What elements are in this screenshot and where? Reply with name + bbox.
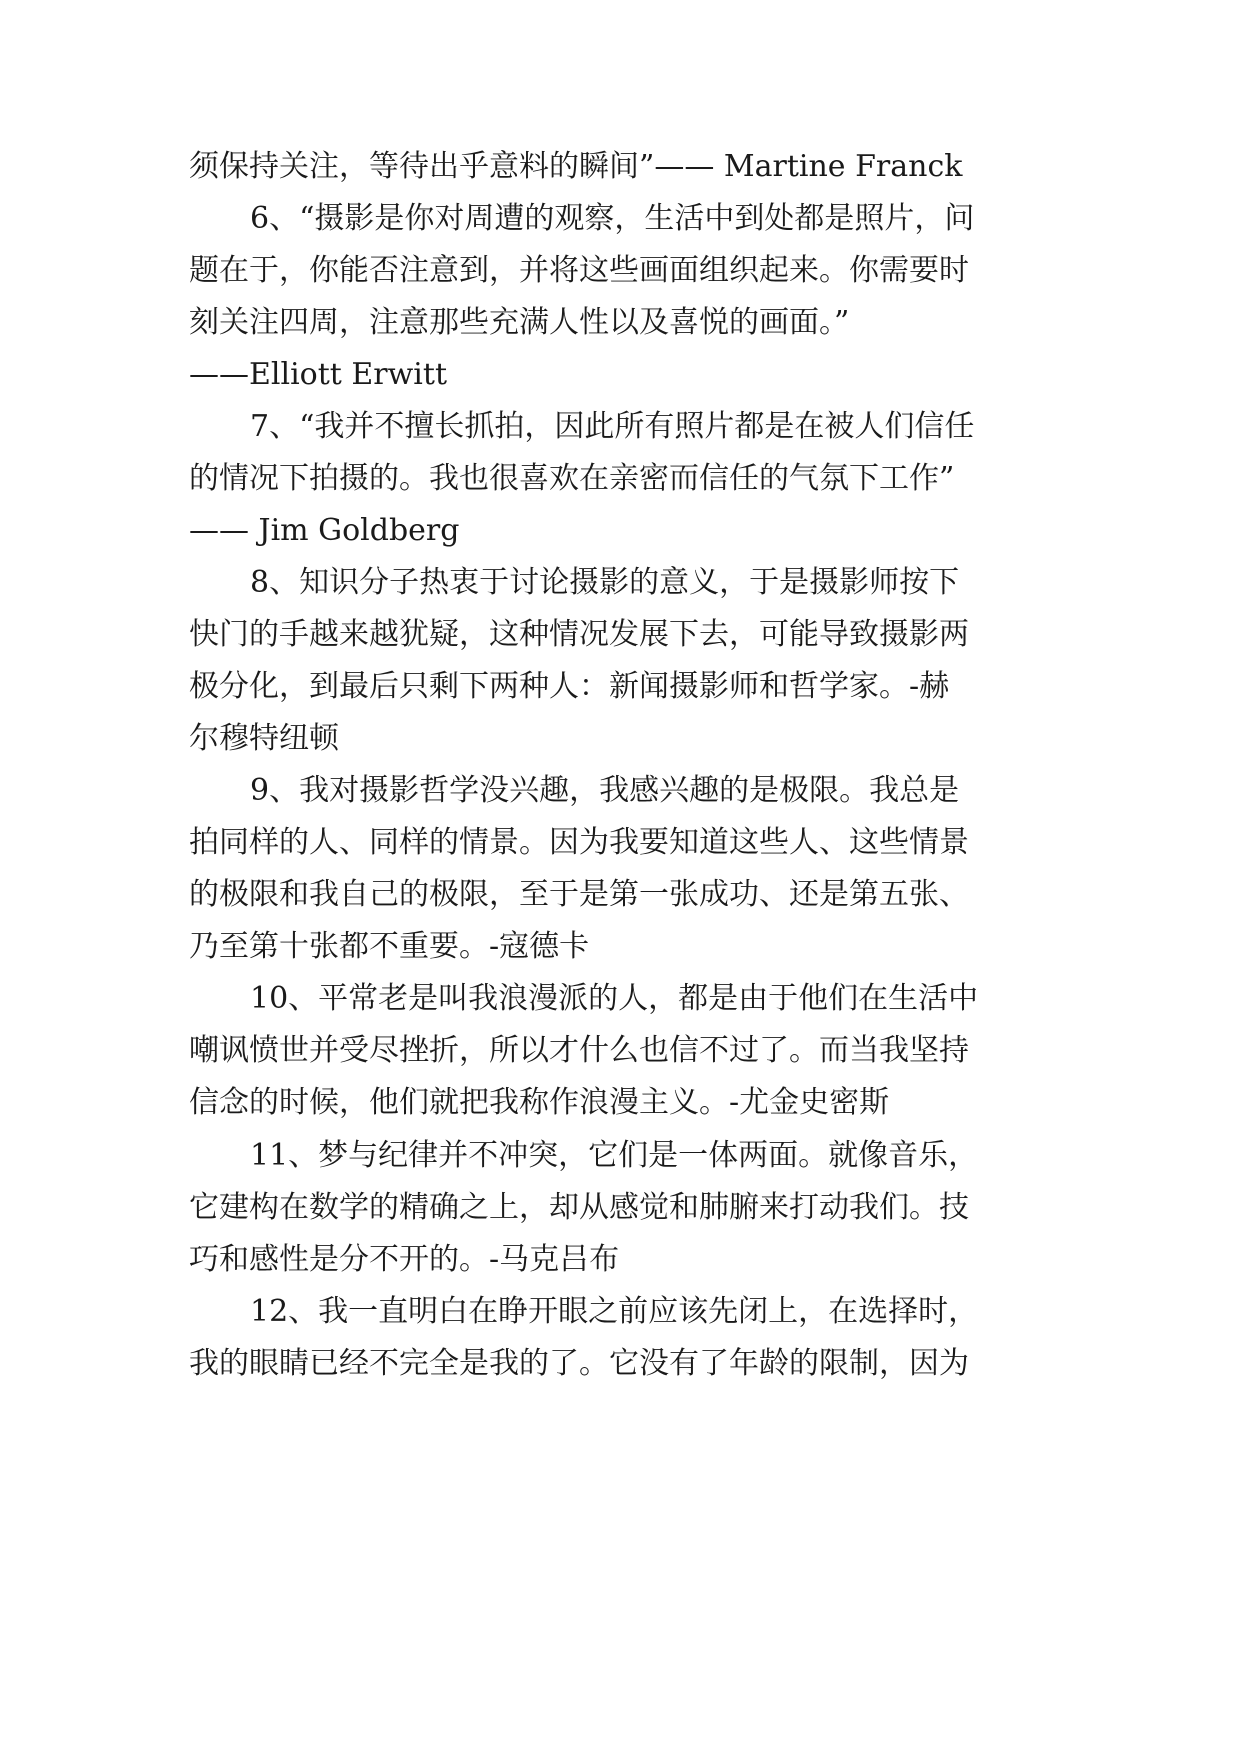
text-line: 刻关注四周，注意那些充满人性以及喜悦的画面。” bbox=[189, 305, 850, 340]
text-line: 的情况下拍摄的。我也很喜欢在亲密而信任的气氛下工作” bbox=[189, 461, 955, 496]
text-line: 9、我对摄影哲学没兴趣，我感兴趣的是极限。我总是 bbox=[250, 773, 960, 808]
text-line: 快门的手越来越犹疑，这种情况发展下去，可能导致摄影两 bbox=[189, 617, 969, 652]
text-line: 题在于，你能否注意到，并将这些画面组织起来。你需要时 bbox=[189, 253, 969, 288]
text-line: 我的眼睛已经不完全是我的了。它没有了年龄的限制，因为 bbox=[189, 1346, 969, 1381]
text-line: 巧和感性是分不开的。-马克吕布 bbox=[189, 1242, 620, 1277]
text-line: 它建构在数学的精确之上，却从感觉和肺腑来打动我们。技 bbox=[189, 1190, 969, 1225]
text-line: 10、平常老是叫我浪漫派的人，都是由于他们在生活中 bbox=[250, 981, 979, 1016]
text-line: 须保持关注，等待出乎意料的瞬间”—— Martine Franck bbox=[189, 149, 963, 184]
text-line: 7、“我并不擅长抓拍，因此所有照片都是在被人们信任 bbox=[250, 409, 975, 444]
text-line: 乃至第十张都不重要。-寇德卡 bbox=[189, 929, 590, 964]
text-line: 12、我一直明白在睁开眼之前应该先闭上，在选择时， bbox=[250, 1294, 979, 1329]
text-line: 极分化，到最后只剩下两种人：新闻摄影师和哲学家。-赫 bbox=[189, 669, 950, 704]
text-line: ——Elliott Erwitt bbox=[189, 357, 448, 392]
text-line: 6、“摄影是你对周遭的观察，生活中到处都是照片，问 bbox=[250, 201, 975, 236]
text-line: 拍同样的人、同样的情景。因为我要知道这些人、这些情景 bbox=[189, 825, 969, 860]
text-line: 8、知识分子热衷于讨论摄影的意义，于是摄影师按下 bbox=[250, 565, 960, 600]
text-line: 信念的时候，他们就把我称作浪漫主义。-尤金史密斯 bbox=[189, 1085, 890, 1120]
text-line: 尔穆特纽顿 bbox=[189, 721, 339, 756]
text-line: 的极限和我自己的极限，至于是第一张成功、还是第五张、 bbox=[189, 877, 969, 912]
text-line: —— Jim Goldberg bbox=[189, 513, 460, 548]
text-line: 11、梦与纪律并不冲突，它们是一体两面。就像音乐， bbox=[250, 1138, 979, 1173]
text-line: 嘲讽愤世并受尽挫折，所以才什么也信不过了。而当我坚持 bbox=[189, 1033, 969, 1068]
